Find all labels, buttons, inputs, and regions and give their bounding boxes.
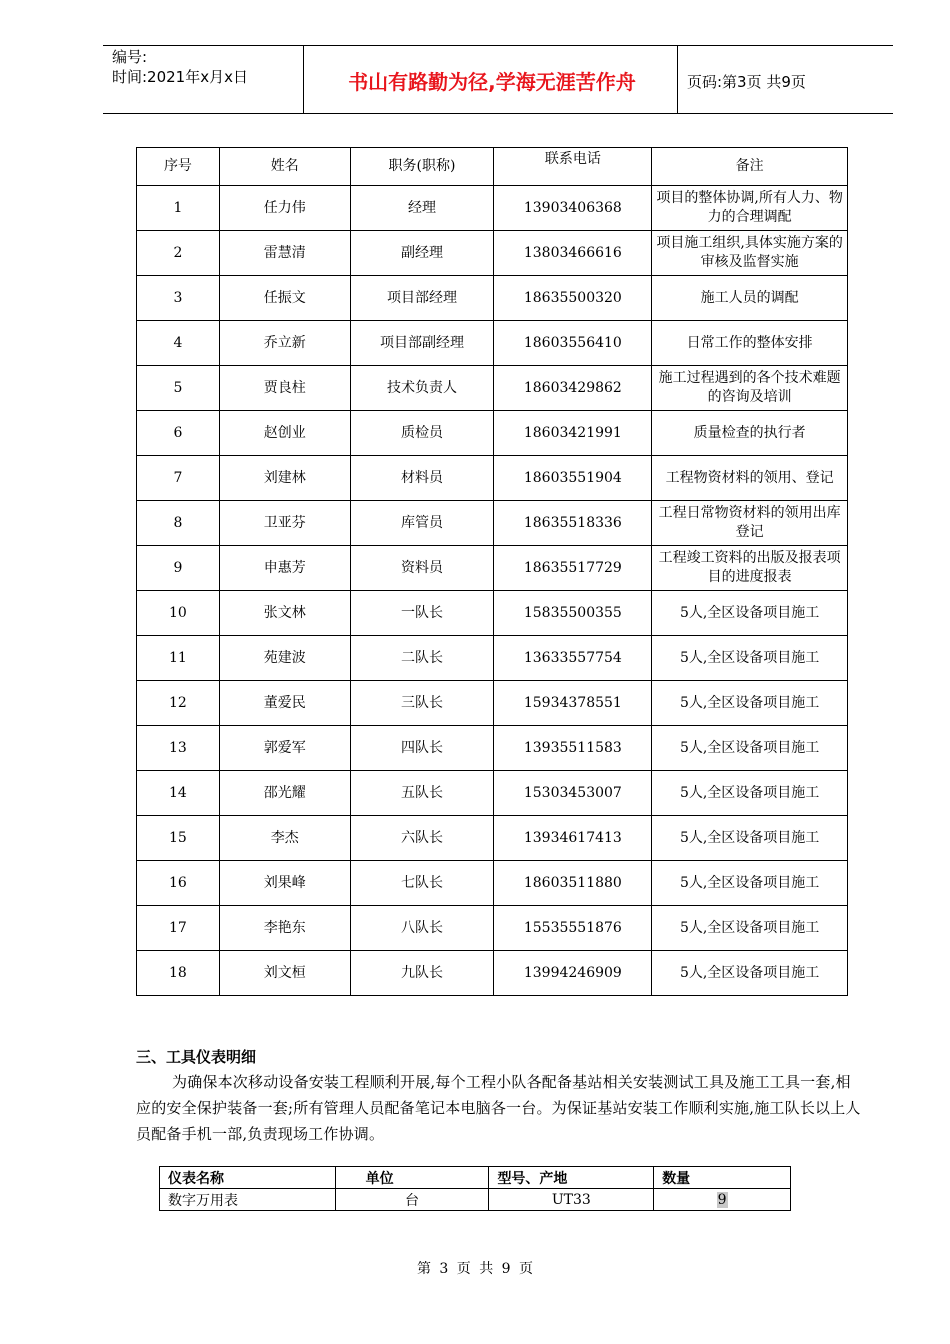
- table-cell: 5人,全区设备项目施工: [652, 816, 848, 861]
- table-row: [137, 501, 848, 546]
- table-cell: 5人,全区设备项目施工: [652, 951, 848, 996]
- table-row: [137, 636, 848, 681]
- table-row: [137, 906, 848, 951]
- table-cell: 贾良柱: [219, 366, 350, 411]
- table-cell: 材料员: [350, 456, 494, 501]
- table-cell: 董爱民: [219, 681, 350, 726]
- table-cell: 八队长: [350, 906, 494, 951]
- table-cell: 18603551904: [494, 456, 652, 501]
- table-cell: 乔立新: [219, 321, 350, 366]
- table-row: [137, 321, 848, 366]
- table-cell: 15535551876: [494, 906, 652, 951]
- document-number-label: 编号:: [112, 48, 148, 66]
- table-row: [137, 186, 848, 231]
- table-cell: 13994246909: [494, 951, 652, 996]
- table-cell: 申惠芳: [219, 546, 350, 591]
- table-cell: 工程日常物资材料的领用出库登记: [652, 501, 848, 546]
- table-row: [137, 276, 848, 321]
- table-row: [137, 951, 848, 996]
- quantity-value: 9: [717, 1191, 727, 1208]
- table-cell: 7: [137, 456, 220, 501]
- table-cell: 一队长: [350, 591, 494, 636]
- page-footer: 第 3 页 共 9 页: [416, 1261, 534, 1277]
- table-cell: 18603429862: [494, 366, 652, 411]
- column-header: 序号: [137, 148, 220, 186]
- table-cell: 雷慧清: [219, 231, 350, 276]
- document-date: 时间:2021年x月x日: [112, 68, 248, 86]
- table-cell: 六队长: [350, 816, 494, 861]
- header-motto: 书山有路勤为径,学海无涯苦作舟: [348, 70, 636, 94]
- table-cell: 台: [335, 1189, 489, 1211]
- table-cell: 5人,全区设备项目施工: [652, 636, 848, 681]
- table-cell: 刘果峰: [219, 861, 350, 906]
- table-cell: 15: [137, 816, 220, 861]
- table-row: [137, 681, 848, 726]
- table-cell: 刘建林: [219, 456, 350, 501]
- table-row: [137, 861, 848, 906]
- table-cell: 17: [137, 906, 220, 951]
- table-cell: 10: [137, 591, 220, 636]
- section-title: 三、工具仪表明细: [136, 1048, 257, 1066]
- table-cell: 13934617413: [494, 816, 652, 861]
- table-cell: [654, 1189, 791, 1211]
- table-cell: 5人,全区设备项目施工: [652, 861, 848, 906]
- table-cell: 18635500320: [494, 276, 652, 321]
- table-cell: 13803466616: [494, 231, 652, 276]
- table-cell: 郭爱军: [219, 726, 350, 771]
- table-cell: 资料员: [350, 546, 494, 591]
- table-cell: 经理: [350, 186, 494, 231]
- header-divider: [303, 45, 304, 113]
- table-cell: 15934378551: [494, 681, 652, 726]
- staff-table: [136, 147, 848, 996]
- table-cell: 技术负责人: [350, 366, 494, 411]
- table-cell: 3: [137, 276, 220, 321]
- table-cell: 五队长: [350, 771, 494, 816]
- table-cell: 二队长: [350, 636, 494, 681]
- table-cell: 18635517729: [494, 546, 652, 591]
- tools-table: [159, 1166, 791, 1211]
- column-header: 姓名: [219, 148, 350, 186]
- table-cell: 6: [137, 411, 220, 456]
- table-cell: 5人,全区设备项目施工: [652, 726, 848, 771]
- table-cell: 邵光耀: [219, 771, 350, 816]
- table-cell: 七队长: [350, 861, 494, 906]
- table-cell: 13935511583: [494, 726, 652, 771]
- table-cell: 日常工作的整体安排: [652, 321, 848, 366]
- table-cell: 12: [137, 681, 220, 726]
- table-cell: 5: [137, 366, 220, 411]
- table-cell: 数字万用表: [160, 1189, 336, 1211]
- table-cell: 施工人员的调配: [652, 276, 848, 321]
- table-cell: 8: [137, 501, 220, 546]
- table-cell: 赵创业: [219, 411, 350, 456]
- table-cell: 项目部经理: [350, 276, 494, 321]
- table-cell: 质量检查的执行者: [652, 411, 848, 456]
- table-cell: 项目部副经理: [350, 321, 494, 366]
- table-cell: 李杰: [219, 816, 350, 861]
- table-cell: 四队长: [350, 726, 494, 771]
- table-cell: 张文林: [219, 591, 350, 636]
- table-row: [137, 411, 848, 456]
- table-cell: 1: [137, 186, 220, 231]
- table-cell: 18603511880: [494, 861, 652, 906]
- table-row: [160, 1189, 791, 1211]
- table-cell: 13633557754: [494, 636, 652, 681]
- table-cell: 刘文桓: [219, 951, 350, 996]
- column-header: 备注: [652, 148, 848, 186]
- table-cell: 九队长: [350, 951, 494, 996]
- table-row: [137, 546, 848, 591]
- table-cell: 18603556410: [494, 321, 652, 366]
- header-meta: [112, 47, 248, 87]
- staff-table-header-row: [137, 148, 848, 186]
- column-header: 型号、产地: [489, 1167, 654, 1189]
- table-cell: 5人,全区设备项目施工: [652, 591, 848, 636]
- table-cell: 质检员: [350, 411, 494, 456]
- table-cell: 5人,全区设备项目施工: [652, 906, 848, 951]
- table-cell: 11: [137, 636, 220, 681]
- header-page-info: 页码:第3页 共9页: [687, 73, 806, 91]
- table-cell: 15303453007: [494, 771, 652, 816]
- table-row: [137, 816, 848, 861]
- table-cell: 18: [137, 951, 220, 996]
- table-cell: 14: [137, 771, 220, 816]
- table-cell: 李艳东: [219, 906, 350, 951]
- table-cell: 18635518336: [494, 501, 652, 546]
- section-paragraph: 为确保本次移动设备安装工程顺利开展,每个工程小队各配备基站相关安装测试工具及施工工具一套,相应的安全保护装备一套;所有管理人员配备笔记本电脑各一台。为保证基站安装工作顺利实施,施工队长以上人员配备手机一部,负责现场工作协调。: [136, 1073, 861, 1143]
- table-row: [137, 456, 848, 501]
- table-cell: 13903406368: [494, 186, 652, 231]
- table-cell: 16: [137, 861, 220, 906]
- table-cell: 三队长: [350, 681, 494, 726]
- table-cell: 5人,全区设备项目施工: [652, 681, 848, 726]
- table-row: [137, 771, 848, 816]
- table-cell: 卫亚芬: [219, 501, 350, 546]
- table-cell: UT33: [489, 1189, 654, 1211]
- column-header: 单位: [335, 1167, 489, 1189]
- column-header: 数量: [654, 1167, 791, 1189]
- table-cell: 5人,全区设备项目施工: [652, 771, 848, 816]
- table-row: [137, 366, 848, 411]
- table-row: [137, 231, 848, 276]
- table-cell: 2: [137, 231, 220, 276]
- table-cell: 15835500355: [494, 591, 652, 636]
- table-cell: 工程物资材料的领用、登记: [652, 456, 848, 501]
- table-cell: 9: [137, 546, 220, 591]
- header-top-rule: [103, 45, 893, 46]
- table-cell: 副经理: [350, 231, 494, 276]
- table-cell: 13: [137, 726, 220, 771]
- column-header: 仪表名称: [160, 1167, 336, 1189]
- table-cell: 工程竣工资料的出版及报表项目的进度报表: [652, 546, 848, 591]
- table-cell: 任振文: [219, 276, 350, 321]
- table-cell: 项目的整体协调,所有人力、物力的合理调配: [652, 186, 848, 231]
- table-cell: 库管员: [350, 501, 494, 546]
- header-bottom-rule: [103, 113, 893, 114]
- column-header: 联系电话: [494, 148, 652, 186]
- table-cell: 项目施工组织,具体实施方案的审核及监督实施: [652, 231, 848, 276]
- table-cell: 18603421991: [494, 411, 652, 456]
- table-cell: 4: [137, 321, 220, 366]
- column-header: 职务(职称): [350, 148, 494, 186]
- table-row: [137, 726, 848, 771]
- table-row: [137, 591, 848, 636]
- table-cell: 苑建波: [219, 636, 350, 681]
- table-cell: 施工过程遇到的各个技术难题的咨询及培训: [652, 366, 848, 411]
- tools-table-header-row: [160, 1167, 791, 1189]
- table-cell: 任力伟: [219, 186, 350, 231]
